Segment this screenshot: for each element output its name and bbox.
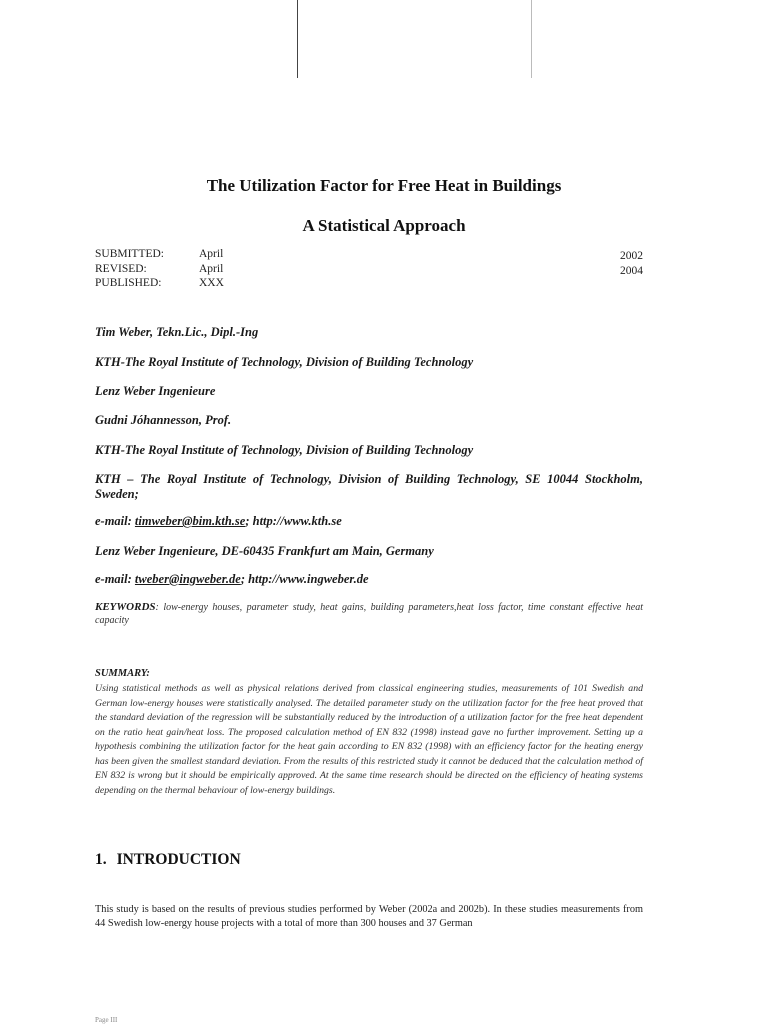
email-label-2: e-mail:: [95, 572, 132, 586]
email-line-1: e-mail: timweber@bim.kth.se; http://www.kth.se: [95, 514, 342, 528]
introduction-text: This study is based on the results of previous studies performed by Weber (2002a and 2002b). In these studies measurements from 44 Swedish low-energy house projects with a total of more than 300 houses and 37 German: [95, 904, 643, 929]
meta-label-submitted: SUBMITTED:: [95, 248, 164, 260]
meta-year-revised: 2004: [620, 264, 643, 277]
author-2: Gudni Jóhannesson, Prof.: [95, 413, 232, 427]
affiliation-4: Lenz Weber Ingenieure, DE-60435 Frankfurt am Main, Germany: [95, 544, 434, 558]
meta-labels: [95, 247, 164, 291]
keywords-label: KEYWORDS: [95, 601, 156, 613]
paper-title: The Utilization Factor for Free Heat in Buildings: [206, 176, 562, 195]
affiliation-address: KTH – The Royal Institute of Technology, Division of Building Technology, SE 10044 Stockholm, Sweden;: [95, 472, 643, 501]
email-link-2[interactable]: tweber@ingweber.de: [134, 572, 241, 586]
summary-heading: SUMMARY:: [95, 668, 150, 679]
website-link-1[interactable]: http://www.kth.se: [252, 514, 342, 528]
meta-month-submitted: April: [199, 248, 224, 260]
meta-label-published: PUBLISHED:: [95, 277, 162, 289]
crop-line-right: [531, 0, 532, 78]
email-line-2: e-mail: tweber@ingweber.de; http://www.ingweber.de: [95, 572, 369, 586]
affiliation-2: Lenz Weber Ingenieure: [95, 384, 216, 398]
meta-month-published: XXX: [199, 277, 224, 289]
email-label-1: e-mail:: [95, 514, 132, 528]
meta-year-submitted: 2002: [620, 250, 643, 262]
section-number: 1.: [95, 851, 107, 868]
section-heading-introduction: [95, 851, 241, 869]
keywords: KEYWORDS: low-energy houses, parameter study, heat gains, building parameters,heat loss factor, time constant effective heat capacity: [95, 601, 643, 626]
affiliation-1: KTH-The Royal Institute of Technology, Division of Building Technology: [95, 355, 474, 369]
affiliation-3: KTH-The Royal Institute of Technology, Division of Building Technology: [95, 443, 474, 457]
summary-text: Using statistical methods as well as physical relations derived from classical engineering studies, measurements of 101 Swedish and German low-energy houses were statistically analysed. The detailed parameter study on the utilization factor for the free heat proved that the standard deviation of the regression will be substantially reduced by the introduction of a utilization factor for the free heat dependent on the ratio heat gain/heat loss. The proposed calculation method of EN 832 (1998) instead gave no further improvement. Setting up a hypothesis combining the utilization factor for the heat gain according to EN 832 (1998) with an efficiency factor for the heating energy has been given the smallest standard deviation. From the results of this restricted study it cannot be deduced that the calculation method of EN 832 is wrong but it should be empirically approved. At the same time research should be directed on the efficiency of heating systems depending on the thermal behaviour of low-energy buildings.: [95, 683, 643, 796]
meta-years: [620, 249, 643, 278]
author-1: Tim Weber, Tekn.Lic., Dipl.-Ing: [95, 325, 259, 339]
keywords-text: low-energy houses, parameter study, heat gains, building parameters,heat loss factor, time constant effective heat capacity: [95, 602, 643, 626]
meta-month-revised: April: [199, 262, 224, 275]
meta-months: [199, 247, 224, 291]
email-link-1[interactable]: timweber@bim.kth.se: [134, 514, 246, 528]
crop-line-left: [297, 0, 298, 78]
page-footer: Page III: [95, 1016, 118, 1024]
meta-label-revised: REVISED:: [95, 262, 147, 275]
paper-subtitle: A Statistical Approach: [302, 216, 466, 235]
section-title: INTRODUCTION: [116, 851, 241, 868]
website-link-2[interactable]: http://www.ingweber.de: [248, 572, 369, 586]
